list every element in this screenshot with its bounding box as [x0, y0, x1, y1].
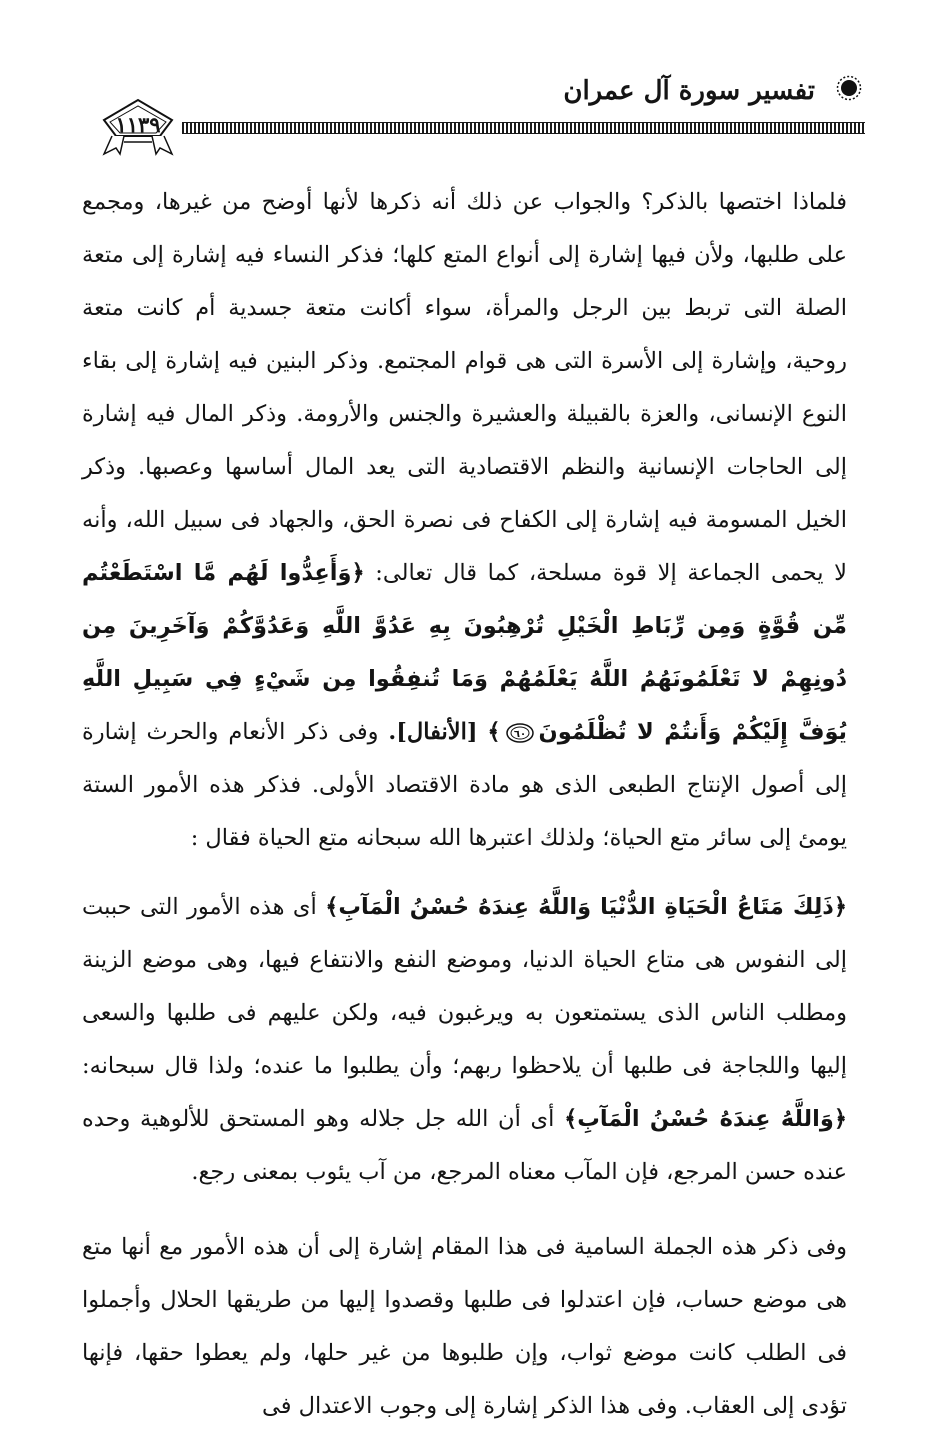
- verse-close-bracket: ﴾: [325, 894, 339, 920]
- paragraph-3: [82, 1221, 847, 1433]
- page-number: ١١٣٩: [115, 112, 161, 137]
- paragraph-2-text: أى هذه الأمور التى حببت إلى النفوس هى متاع الحياة الدنيا، وموضع النفع والانتفاع فيها، وهى موضع الزينة ومطلب الناس الذى يستمتعون به ويرغبون فيه، ولكن عليهم فى طلبها والسعى إليها واللجاجة فى طلبها أن يلاحظوا ربهم؛ وأن يطلبوا ما عنده؛ ولذا قال سبحانه:: [82, 894, 847, 1079]
- quran-verse-anfal: وَأَعِدُّوا لَهُم مَّا اسْتَطَعْتُم مِّن قُوَّةٍ وَمِن رِّبَاطِ الْخَيْلِ تُرْهِبُونَ بِهِ عَدُوَّ اللَّهِ وَعَدُوَّكُمْ وَآخَرِينَ مِن دُونِهِمْ لا تَعْلَمُونَهُمُ اللَّهُ يَعْلَمُهُمْ وَمَا تُنفِقُوا مِن شَيْءٍ فِي سَبِيلِ اللَّهِ يُوَفَّ إِلَيْكُمْ وَأَنتُمْ لا تُظْلَمُونَ: [82, 560, 848, 745]
- paragraph-1-text: فلماذا اختصها بالذكر؟ والجواب عن ذلك أنه ذكرها لأنها أوضح من غيرها، ومجمع على طلبها، ولأن فيها إشارة إلى أنواع المتع كلها؛ فذكر النساء فيه إشارة إلى متعة الصلة التى تربط بين الرجل والمرأة، سواء أكانت متعة جسدية أم كانت متعة روحية، وإشارة إلى الأسرة التى هى قوام المجتمع. وذكر البنين فيه إشارة إلى بقاء النوع الإنسانى، والعزة بالقبيلة والعشيرة والجنس والأرومة. وذكر المال فيه إشارة إلى الحاجات الإنسانية والنظم الاقتصادية التى يعد المال أساسها وعصبها. وذكر الخيل المسومة فيه إشارة إلى الكفاح فى نصرة الحق، والجهاد فى سبيل الله، وأنه لا يحمى الجماعة إلا قوة مسلحة، كما قال تعالى:: [82, 189, 847, 586]
- verse-close-bracket: ﴾: [564, 1106, 578, 1132]
- paragraph-1: [82, 176, 847, 865]
- verse-close-bracket: ﴾: [487, 719, 501, 745]
- header-rule: [182, 122, 865, 134]
- paragraph-1-text-cont: وفى ذكر الأنعام والحرث إشارة إلى أصول الإنتاج الطبعى الذى هو مادة الاقتصاد الأولى. فذكر هذه الأمور الستة يومئ إلى سائر متع الحياة؛ ولذلك اعتبرها الله سبحانه متع الحياة فقال :: [82, 719, 847, 851]
- quran-verse-excerpt: وَاللَّهُ عِندَهُ حُسْنُ الْمَآبِ: [577, 1106, 834, 1132]
- paragraph-2-text-cont: أى أن الله جل جلاله وهو المستحق للألوهية وحده عنده حسن المرجع، فإن المآب معناه المرجع، من آب يئوب بمعنى رجع.: [82, 1106, 847, 1185]
- verse-open-bracket: ﴿: [833, 1106, 847, 1132]
- header-ornament-icon: [833, 75, 865, 101]
- ayah-number: ٦٠: [513, 729, 526, 740]
- body-text: [82, 176, 847, 1433]
- verse-reference: [الأنفال].: [388, 719, 478, 745]
- paragraph-2: [82, 881, 847, 1199]
- paragraph-3-text: وفى ذكر هذه الجملة السامية فى هذا المقام إشارة إلى أن هذه الأمور مع أنها متع هى موضع حساب، فإن اعتدلوا فى طلبها وقصدوا إليها من طريقها الحلال وأجملوا فى الطلب كانت موضع ثواب، وإن طلبوها من غير حلها، ولم يعطوا حقها، فإنها تؤدى إلى العقاب. وفى هذا الذكر إشارة إلى وجوب الاعتدال فى: [82, 1234, 847, 1419]
- running-head-title: تفسير سورة آل عمران: [563, 76, 815, 106]
- verse-open-bracket: ﴿: [351, 560, 365, 586]
- ayah-marker-icon: [505, 722, 535, 744]
- quran-verse-al-imran-14: ذَلِكَ مَتَاعُ الْحَيَاةِ الدُّنْيَا وَاللَّهُ عِندَهُ حُسْنُ الْمَآبِ: [338, 894, 834, 920]
- verse-open-bracket: ﴿: [833, 894, 848, 920]
